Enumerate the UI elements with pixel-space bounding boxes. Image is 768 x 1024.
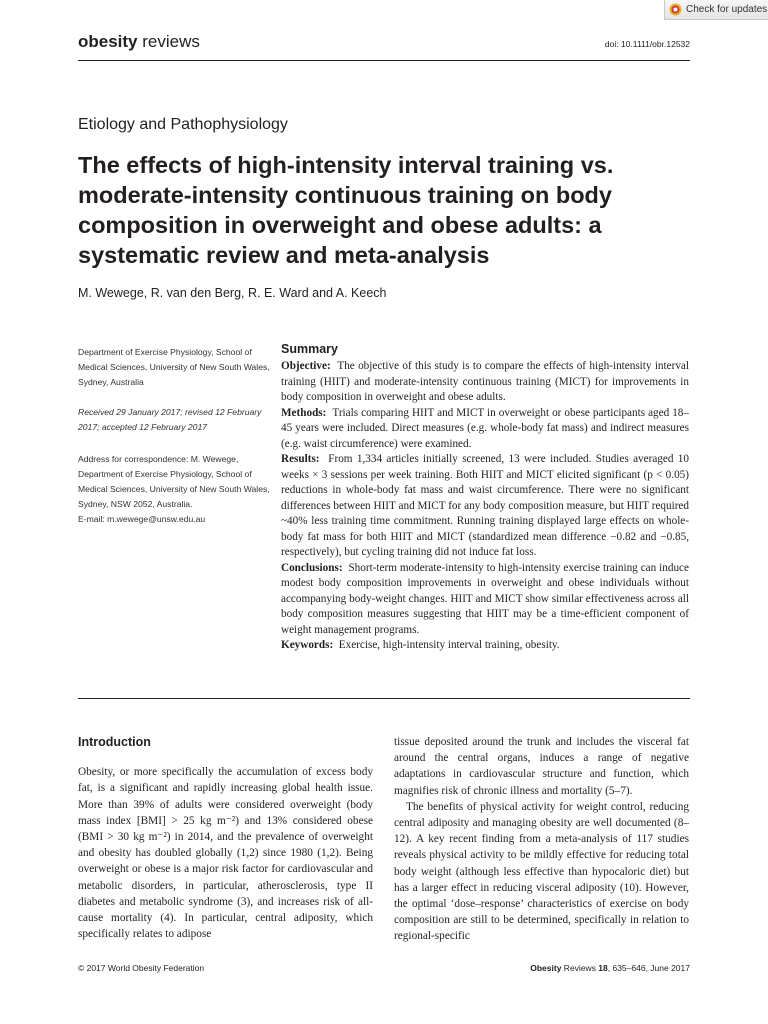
article-section: Etiology and Pathophysiology [78, 116, 288, 133]
objective-text: The objective of this study is to compare the effects of high-intensity interval training (HIIT) and moderate-intensity continuous training (MICT) for improvements in body composition in overweight and obese adults. [281, 360, 689, 403]
summary-conclusions [281, 561, 689, 639]
check-for-updates-badge[interactable] [664, 0, 768, 20]
summary-methods [281, 406, 689, 453]
correspondence-address: Address for correspondence: M. Wewege, Department of Exercise Physiology, School of Medical Sciences, University of New South Wales, Sydney, NSW 2052, Australia. [78, 454, 270, 509]
summary-objective [281, 359, 689, 406]
affiliation-department: Department of Exercise Physiology, School of Medical Sciences, University of New South Wales, Sydney, Australia [78, 347, 270, 387]
body-column-right [394, 734, 689, 945]
article-dates [78, 405, 273, 435]
results-label: Results: [281, 453, 320, 465]
crossmark-icon [669, 3, 682, 16]
journal-name [78, 32, 200, 52]
article-dates-text: Received 29 January 2017; revised 12 February 2017; accepted 12 February 2017 [78, 407, 262, 432]
footer-pages: , 635–646, June 2017 [607, 963, 690, 973]
affiliation [78, 345, 273, 390]
summary [281, 342, 689, 654]
body-paragraph: Obesity, or more specifically the accumulation of excess body fat, is a significant and rapidly increasing global health issue. More than 39% of adults were considered overweight (body mass index [BMI] > 25 kg m⁻²) and 13% considered obese (BMI > 30 kg m⁻²) in 2014, and the prevalence of overweight and obesity has doubled globally (1,2) since 1980 (1,2). Being overweight or obese is a major risk factor for cardiovascular and metabolic disorders, in particular, atherosclerosis, type II diabetes and metabolic syndrome (3), and increases risk of all-cause mortality (4). In particular, central adiposity, which specifically relates to adipose [78, 766, 373, 941]
keywords-text: Exercise, high-intensity interval training, obesity. [338, 639, 560, 651]
body-column-left [78, 734, 373, 942]
footer-volume: 18 [598, 963, 608, 973]
correspondence-email[interactable]: E-mail: m.wewege@unsw.edu.au [78, 514, 206, 524]
introduction-heading: Introduction [78, 735, 151, 749]
article-authors: M. Wewege, R. van den Berg, R. E. Ward and A. Keech [78, 286, 387, 300]
doi[interactable]: doi: 10.1111/obr.12532 [604, 39, 690, 49]
footer-copyright: © 2017 World Obesity Federation [78, 963, 205, 973]
footer-citation [530, 963, 690, 973]
conclusions-text: Short-term moderate-intensity to high-intensity exercise training can induce modest body composition improvements in overweight and obese individuals without accompanying body-weight changes. HIIT and MICT show similar effectiveness across all body composition measures suggesting that HIIT may be a time-efficient component of weight management programs. [281, 561, 689, 636]
footer-journal-bold: Obesity [530, 963, 562, 973]
body-paragraph: The benefits of physical activity for weight control, reducing central adiposity and managing obesity are well documented (8–12). A key recent finding from a meta-analysis of 117 studies reveals physical activity to be mildly effective for reducing total body weight (although less effective than hypocaloric diet) but has a larger effect in reducing visceral adiposity (10). However, the optimal ‘dose–response’ characteristics of exercise on body composition are still to be determined, specifically in relation to regional-specific [394, 800, 689, 943]
methods-text: Trials comparing HIIT and MICT in overweight or obese participants aged 18–45 years were included. Direct measures (e.g. whole-body fat mass) and indirect measures (e.g. waist circumference) were examined. [281, 406, 689, 450]
summary-results [281, 452, 689, 561]
results-text: From 1,334 articles initially screened, 13 were included. Studies averaged 10 weeks × 3 sessions per week training. Both HIIT and MICT elicited significant (p < 0.05) reductions in whole-body fat mass and waist circumference. There were no significant differences between HIIT and MICT for any body composition measure, but HIIT required ~40% less training time commitment. Running training displayed large effects on whole-body fat mass for both HIIT and MICT (standardized mean difference −0.82 and −0.85, respectively), but cycling training did not induce fat loss. [281, 453, 689, 558]
correspondence [78, 452, 273, 527]
objective-label: Objective: [281, 360, 331, 372]
summary-keywords [281, 638, 689, 654]
keywords-label: Keywords: [281, 639, 334, 651]
header-rule [78, 60, 690, 61]
summary-heading: Summary [281, 342, 338, 356]
methods-label: Methods: [281, 406, 327, 419]
body-paragraph: tissue deposited around the trunk and includes the visceral fat around the central organs, induces a range of negative adaptations in cardiovascular structure and function, which magnifies risk of chronic illness and mortality (5–7). [394, 736, 689, 797]
summary-rule [78, 698, 690, 699]
conclusions-label: Conclusions: [281, 561, 343, 574]
article-title: The effects of high-intensity interval training vs. moderate-intensity continuous training on body composition in overweight and obese adults: a systematic review and meta-analysis [78, 152, 614, 268]
footer-journal-rest: Reviews [561, 963, 599, 973]
journal-name-bold: obesity [78, 32, 138, 51]
journal-name-light: reviews [142, 32, 200, 51]
check-for-updates-label: Check for updates [686, 4, 768, 15]
